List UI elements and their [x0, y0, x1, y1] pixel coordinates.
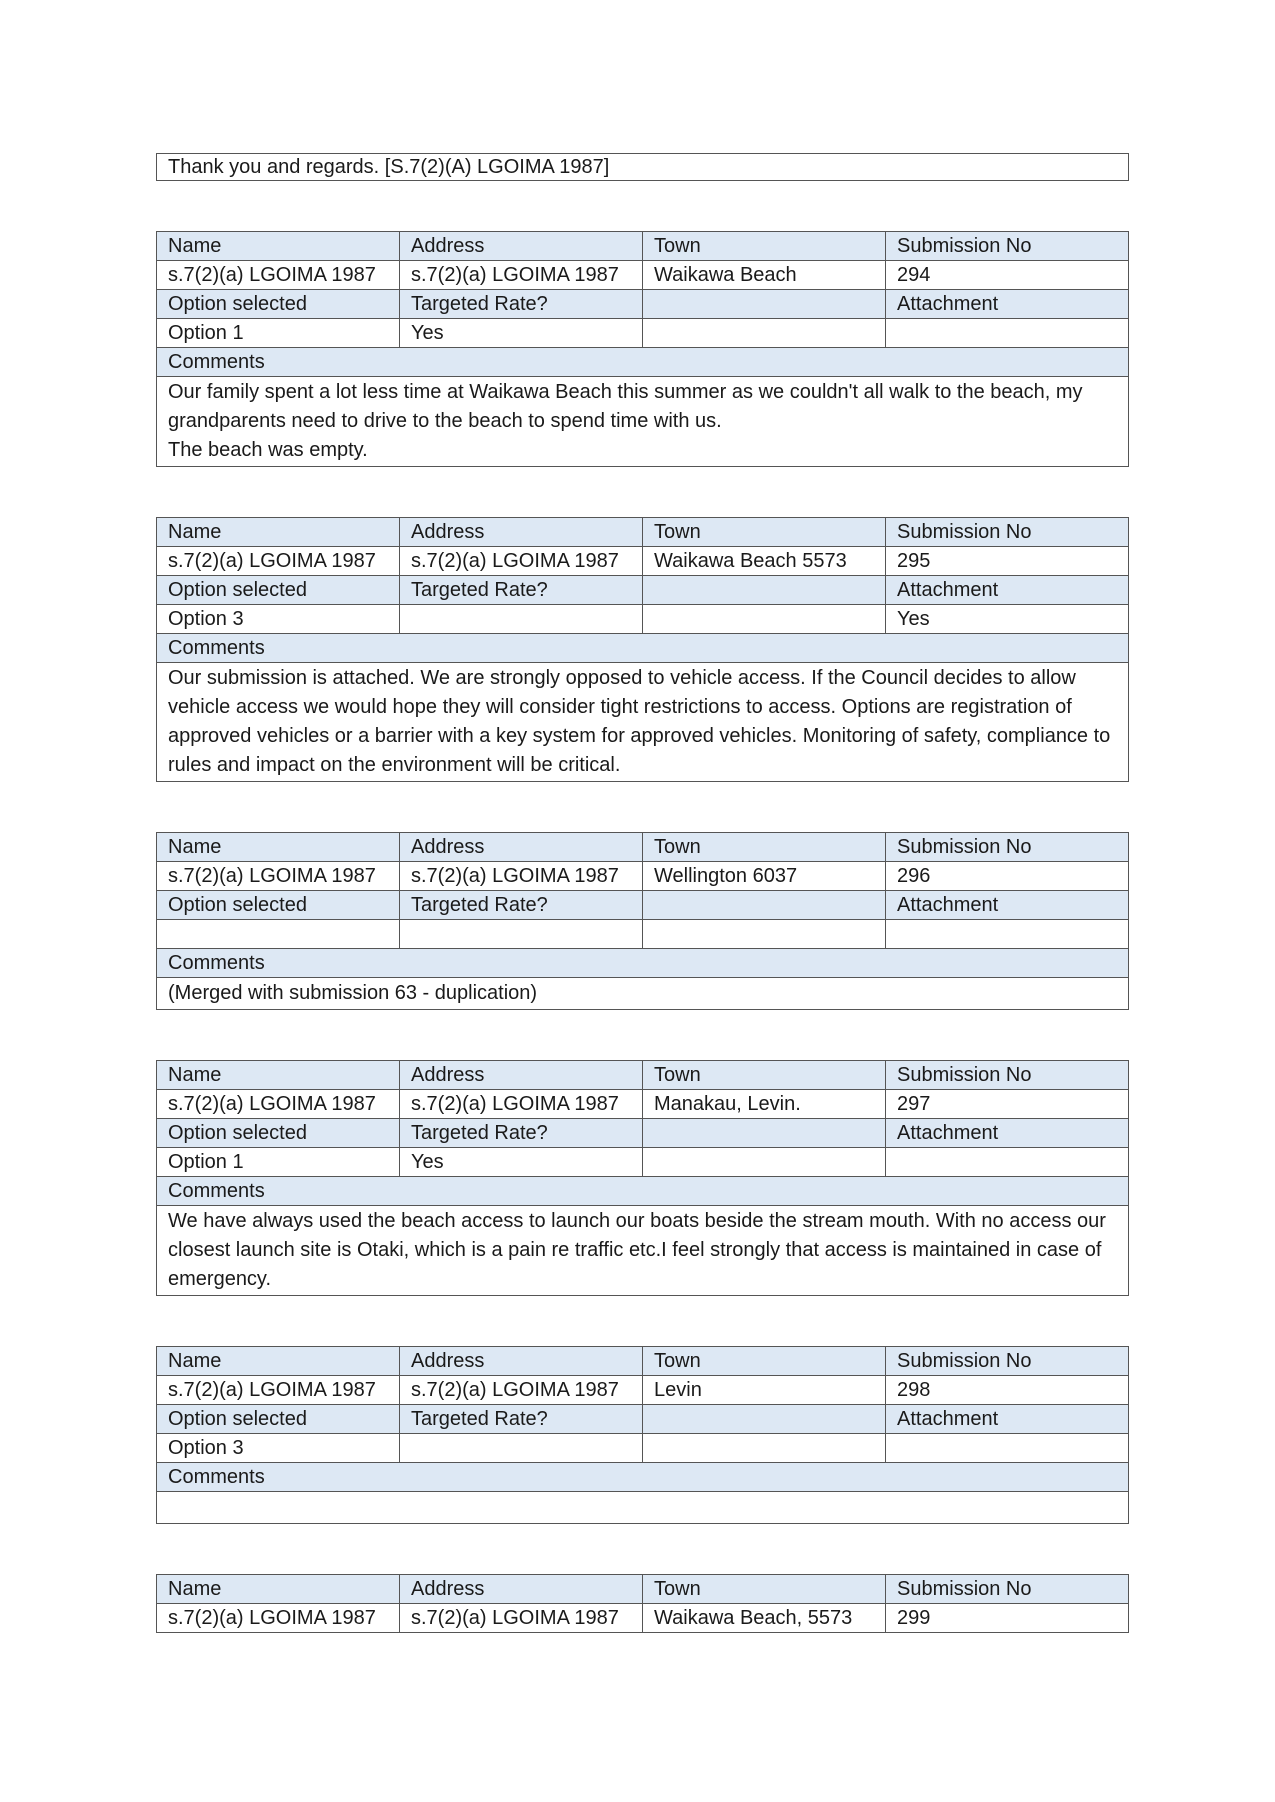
comments-row — [157, 978, 1129, 1010]
empty-cell — [643, 920, 886, 949]
address-label: Address — [400, 232, 643, 261]
comments-row — [157, 1492, 1129, 1524]
comments-label: Comments — [157, 348, 1129, 377]
options-header-row — [157, 290, 1129, 319]
town-value: Manakau, Levin. — [643, 1090, 886, 1119]
closing-remark: Thank you and regards. [S.7(2)(A) LGOIMA 1987] — [156, 153, 1129, 181]
address-value: s.7(2)(a) LGOIMA 1987 — [400, 1376, 643, 1405]
attachment-value: Yes — [886, 605, 1129, 634]
options-row — [157, 1148, 1129, 1177]
town-label: Town — [643, 518, 886, 547]
details-row — [157, 1090, 1129, 1119]
submission-no-value: 299 — [886, 1604, 1129, 1633]
name-value: s.7(2)(a) LGOIMA 1987 — [157, 261, 400, 290]
targeted-rate-label: Targeted Rate? — [400, 576, 643, 605]
attachment-label: Attachment — [886, 1119, 1129, 1148]
comments-label: Comments — [157, 1463, 1129, 1492]
submission-no-label: Submission No — [886, 1575, 1129, 1604]
comments-text — [157, 1492, 1129, 1524]
submission-table — [156, 1346, 1129, 1524]
empty-cell — [643, 891, 886, 920]
option-value: Option 3 — [157, 1434, 400, 1463]
town-value: Waikawa Beach 5573 — [643, 547, 886, 576]
name-label: Name — [157, 1061, 400, 1090]
submission-no-label: Submission No — [886, 1061, 1129, 1090]
name-label: Name — [157, 232, 400, 261]
comments-label: Comments — [157, 1177, 1129, 1206]
details-row — [157, 1376, 1129, 1405]
options-header-row — [157, 1119, 1129, 1148]
empty-cell — [643, 1148, 886, 1177]
attachment-label: Attachment — [886, 290, 1129, 319]
submission-no-label: Submission No — [886, 833, 1129, 862]
header-row — [157, 232, 1129, 261]
submission-no-value: 296 — [886, 862, 1129, 891]
comments-header-row — [157, 1463, 1129, 1492]
empty-cell — [643, 1405, 886, 1434]
comments-header-row — [157, 348, 1129, 377]
empty-cell — [643, 319, 886, 348]
submission-no-value: 298 — [886, 1376, 1129, 1405]
comments-header-row — [157, 1177, 1129, 1206]
details-row — [157, 1604, 1129, 1633]
empty-cell — [643, 576, 886, 605]
details-row — [157, 261, 1129, 290]
comments-row — [157, 663, 1129, 782]
submission-no-label: Submission No — [886, 518, 1129, 547]
option-value: Option 1 — [157, 1148, 400, 1177]
comments-text: Our submission is attached. We are strongly opposed to vehicle access. If the Council decides to allow vehicle access we would hope they will consider tight restrictions to access. Options are registration of approved vehicles or a barrier with a key system for approved vehicles. Monitoring of safety, compliance to rules and impact on the environment will be critical. — [157, 663, 1129, 782]
options-header-row — [157, 1405, 1129, 1434]
details-row — [157, 862, 1129, 891]
town-label: Town — [643, 232, 886, 261]
options-row — [157, 1434, 1129, 1463]
options-row — [157, 319, 1129, 348]
name-label: Name — [157, 1575, 400, 1604]
address-label: Address — [400, 833, 643, 862]
empty-cell — [643, 605, 886, 634]
name-value: s.7(2)(a) LGOIMA 1987 — [157, 547, 400, 576]
document-page — [156, 153, 1129, 1683]
empty-cell — [643, 1434, 886, 1463]
option-value: Option 1 — [157, 319, 400, 348]
name-value: s.7(2)(a) LGOIMA 1987 — [157, 1604, 400, 1633]
option-value — [157, 920, 400, 949]
header-row — [157, 518, 1129, 547]
submission-table — [156, 231, 1129, 467]
targeted-rate-value — [400, 1434, 643, 1463]
submission-no-value: 294 — [886, 261, 1129, 290]
comments-text: We have always used the beach access to launch our boats beside the stream mouth. With no access our closest launch site is Otaki, which is a pain re traffic etc.I feel strongly that access is maintained in case of emergency. — [157, 1206, 1129, 1296]
option-selected-label: Option selected — [157, 1119, 400, 1148]
targeted-rate-value: Yes — [400, 319, 643, 348]
attachment-value — [886, 1434, 1129, 1463]
empty-cell — [643, 290, 886, 319]
name-value: s.7(2)(a) LGOIMA 1987 — [157, 1090, 400, 1119]
targeted-rate-value — [400, 605, 643, 634]
comments-row — [157, 377, 1129, 467]
address-value: s.7(2)(a) LGOIMA 1987 — [400, 261, 643, 290]
name-label: Name — [157, 833, 400, 862]
option-selected-label: Option selected — [157, 891, 400, 920]
address-value: s.7(2)(a) LGOIMA 1987 — [400, 547, 643, 576]
name-value: s.7(2)(a) LGOIMA 1987 — [157, 1376, 400, 1405]
address-value: s.7(2)(a) LGOIMA 1987 — [400, 1604, 643, 1633]
town-value: Levin — [643, 1376, 886, 1405]
town-value: Waikawa Beach, 5573 — [643, 1604, 886, 1633]
name-value: s.7(2)(a) LGOIMA 1987 — [157, 862, 400, 891]
comments-row — [157, 1206, 1129, 1296]
option-selected-label: Option selected — [157, 576, 400, 605]
name-label: Name — [157, 518, 400, 547]
name-label: Name — [157, 1347, 400, 1376]
header-row — [157, 1061, 1129, 1090]
targeted-rate-value — [400, 920, 643, 949]
options-row — [157, 605, 1129, 634]
address-label: Address — [400, 518, 643, 547]
option-selected-label: Option selected — [157, 290, 400, 319]
targeted-rate-value: Yes — [400, 1148, 643, 1177]
address-label: Address — [400, 1347, 643, 1376]
options-header-row — [157, 891, 1129, 920]
header-row — [157, 1347, 1129, 1376]
town-label: Town — [643, 1347, 886, 1376]
address-label: Address — [400, 1061, 643, 1090]
submission-no-value: 297 — [886, 1090, 1129, 1119]
attachment-value — [886, 319, 1129, 348]
attachment-label: Attachment — [886, 576, 1129, 605]
submission-no-value: 295 — [886, 547, 1129, 576]
address-label: Address — [400, 1575, 643, 1604]
comments-header-row — [157, 634, 1129, 663]
town-value: Waikawa Beach — [643, 261, 886, 290]
submission-table — [156, 832, 1129, 1010]
submission-table — [156, 1060, 1129, 1296]
targeted-rate-label: Targeted Rate? — [400, 1119, 643, 1148]
option-selected-label: Option selected — [157, 1405, 400, 1434]
town-label: Town — [643, 833, 886, 862]
comments-text: (Merged with submission 63 - duplication) — [157, 978, 1129, 1010]
targeted-rate-label: Targeted Rate? — [400, 1405, 643, 1434]
town-value: Wellington 6037 — [643, 862, 886, 891]
details-row — [157, 547, 1129, 576]
attachment-value — [886, 1148, 1129, 1177]
town-label: Town — [643, 1061, 886, 1090]
empty-cell — [643, 1119, 886, 1148]
address-value: s.7(2)(a) LGOIMA 1987 — [400, 862, 643, 891]
address-value: s.7(2)(a) LGOIMA 1987 — [400, 1090, 643, 1119]
targeted-rate-label: Targeted Rate? — [400, 290, 643, 319]
attachment-label: Attachment — [886, 1405, 1129, 1434]
attachment-label: Attachment — [886, 891, 1129, 920]
comments-label: Comments — [157, 949, 1129, 978]
submission-table — [156, 1574, 1129, 1633]
options-row — [157, 920, 1129, 949]
town-label: Town — [643, 1575, 886, 1604]
comments-text — [157, 377, 1129, 467]
comments-line: The beach was empty. — [168, 439, 368, 461]
attachment-value — [886, 920, 1129, 949]
targeted-rate-label: Targeted Rate? — [400, 891, 643, 920]
submission-table — [156, 517, 1129, 782]
comments-label: Comments — [157, 634, 1129, 663]
header-row — [157, 1575, 1129, 1604]
options-header-row — [157, 576, 1129, 605]
header-row — [157, 833, 1129, 862]
option-value: Option 3 — [157, 605, 400, 634]
submission-no-label: Submission No — [886, 1347, 1129, 1376]
comments-header-row — [157, 949, 1129, 978]
submission-no-label: Submission No — [886, 232, 1129, 261]
comments-line: Our family spent a lot less time at Waikawa Beach this summer as we couldn't all walk to the beach, my grandparents need to drive to the beach to spend time with us. — [168, 381, 1083, 432]
